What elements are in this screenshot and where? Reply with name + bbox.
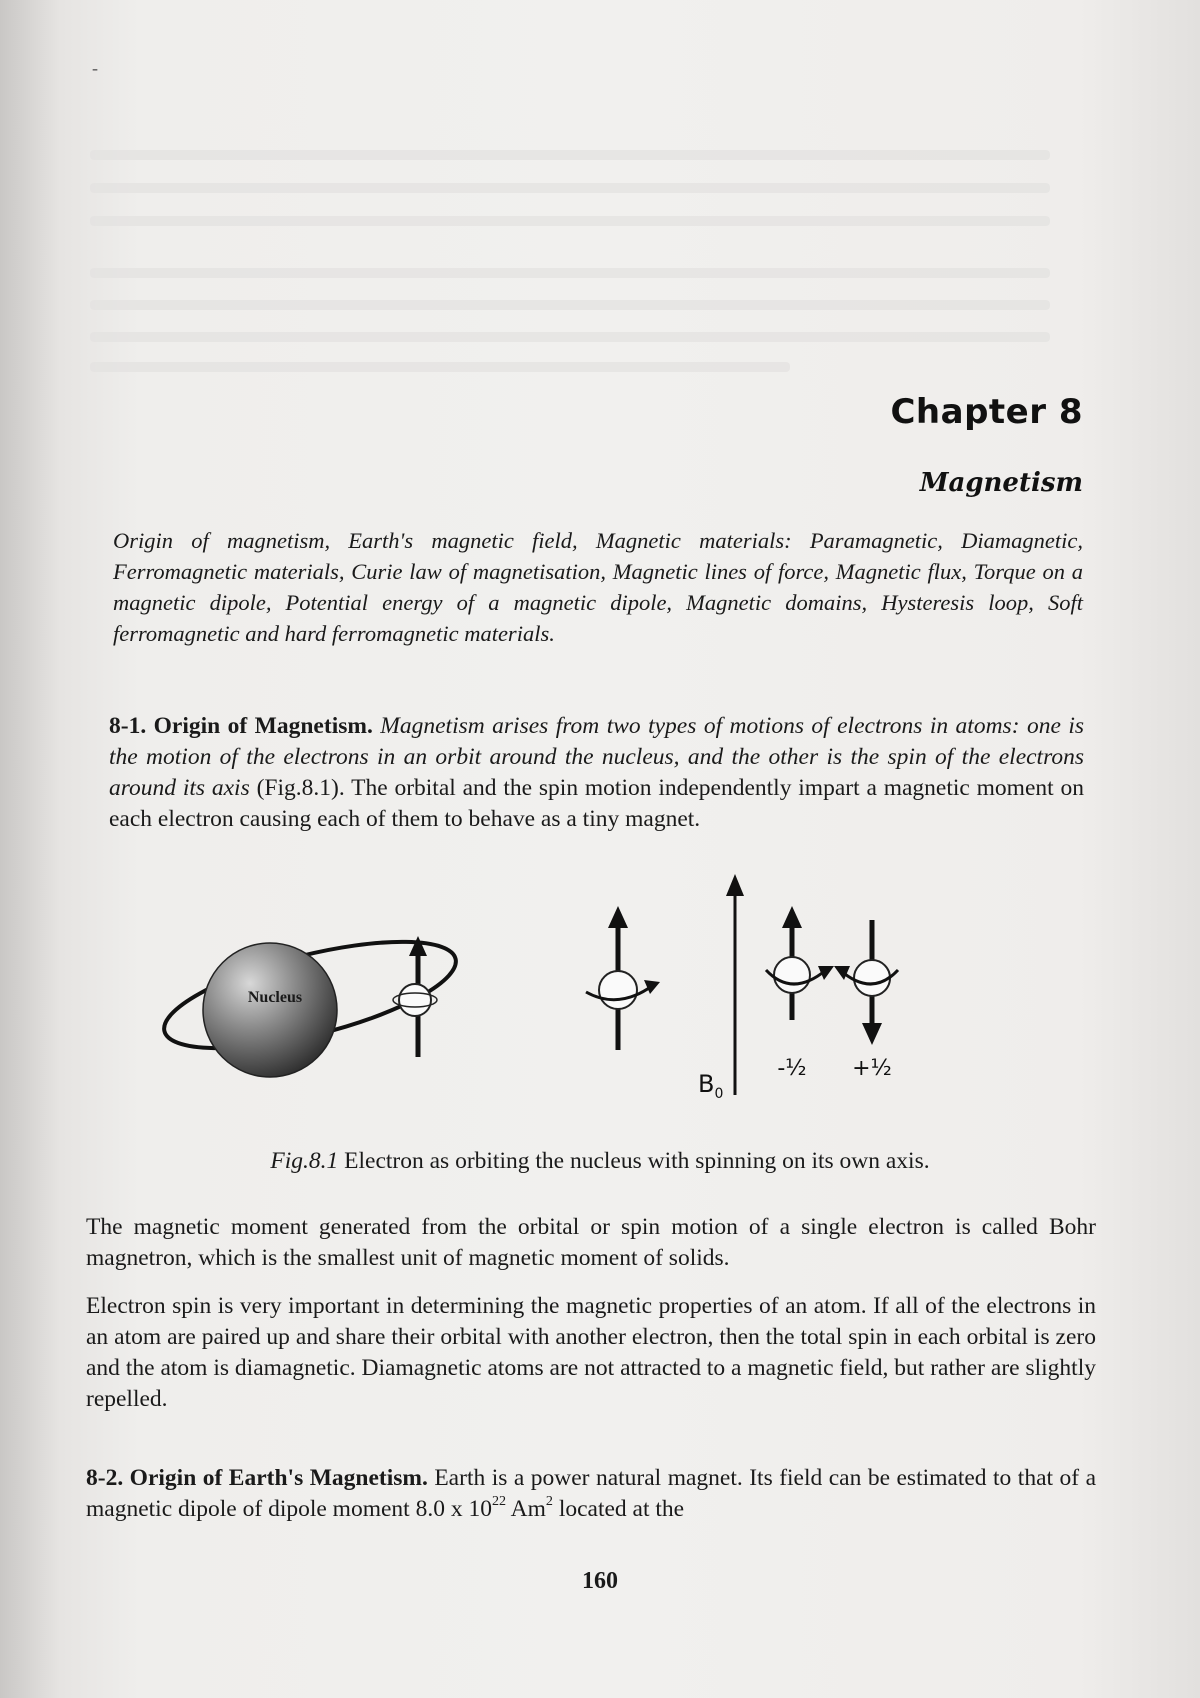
chapter-topics: Origin of magnetism, Earth's magnetic field, Magnetic materials: Paramagnetic, Diamagnetic, Ferromagnetic materials, Curie law of magnetisation, Magnetic lines of force, Magnetic flux, Torque on a magnetic dipole, Potential energy of a magnetic dipole, Magnetic domains, Hysteresis loop, Soft ferromagnetic and hard ferromagnetic materials. bbox=[113, 528, 1083, 646]
chapter-label: Chapter 8 bbox=[890, 392, 1083, 432]
section-heading: 8-1. Origin of Magnetism. bbox=[109, 713, 373, 739]
nucleus-sphere bbox=[203, 943, 337, 1077]
electron-spin-paragraph: Electron spin is very important in determining the magnetic properties of an atom. If all of the electrons in an atom are paired up and share their orbital with another electron, then the total spin in each orbital is zero and the atom is diamagnetic. Diamagnetic atoms are not attracted to a magnetic field, but rather are slightly repelled. bbox=[86, 1293, 1096, 1412]
bleed-through-line bbox=[90, 150, 1050, 160]
caption-figure-number: Fig.8.1 bbox=[270, 1148, 339, 1174]
stray-mark: - bbox=[92, 58, 98, 78]
exponent: 22 bbox=[491, 1493, 507, 1510]
chapter-title: Magnetism bbox=[919, 468, 1083, 498]
spin-minus-label: -½ bbox=[777, 1056, 807, 1081]
bleed-through-line bbox=[90, 362, 790, 372]
section-text: Earth is a power natural magnet. Its field can be estimated to that of a magnetic dipole of dipole moment 8.0 x 10 bbox=[86, 1465, 1096, 1522]
electron-spin-figure bbox=[150, 870, 1010, 1110]
orbiting-electron bbox=[393, 936, 437, 1057]
unit: Am bbox=[510, 1496, 546, 1522]
spinning-electron bbox=[586, 906, 660, 1050]
field-arrow bbox=[726, 874, 744, 1095]
section-text-end: located at the bbox=[558, 1496, 685, 1522]
spin-down-electron bbox=[834, 920, 898, 1045]
caption-text: Electron as orbiting the nucleus with spinning on its own axis. bbox=[344, 1148, 930, 1174]
bleed-through-line bbox=[90, 332, 1050, 342]
section-italic-text: Magnetism arises from two types of motions of electrons in atoms: one is the motion of the electrons in an orbit around the nucleus, and the other is the spin of the electrons around its axis bbox=[109, 713, 1085, 801]
bohr-magneton-paragraph: The magnetic moment generated from the orbital or spin motion of a single electron is called Bohr magnetron, which is the smallest unit of magnetic moment of solids. bbox=[86, 1214, 1096, 1271]
bleed-through-line bbox=[90, 183, 1050, 193]
unit-exponent: 2 bbox=[545, 1493, 553, 1510]
bleed-through-line bbox=[90, 216, 1050, 226]
figure-caption bbox=[0, 1148, 1200, 1175]
field-label: $B_0$ bbox=[698, 1070, 724, 1102]
section-heading: 8-2. Origin of Earth's Magnetism. bbox=[86, 1465, 428, 1491]
page-number: 160 bbox=[582, 1568, 618, 1594]
spin-plus-label: +½ bbox=[852, 1056, 892, 1081]
nucleus-label: Nucleus bbox=[247, 989, 303, 1006]
section-8-2-paragraph bbox=[86, 1463, 1096, 1525]
section-8-1-paragraph bbox=[109, 711, 1084, 835]
bleed-through-line bbox=[90, 268, 1050, 278]
bleed-through-line bbox=[90, 300, 1050, 310]
spin-up-electron bbox=[766, 906, 834, 1020]
section-text: (Fig.8.1). The orbital and the spin motion independently impart a magnetic moment on each electron causing each of them to behave as a tiny magnet. bbox=[109, 775, 1084, 832]
